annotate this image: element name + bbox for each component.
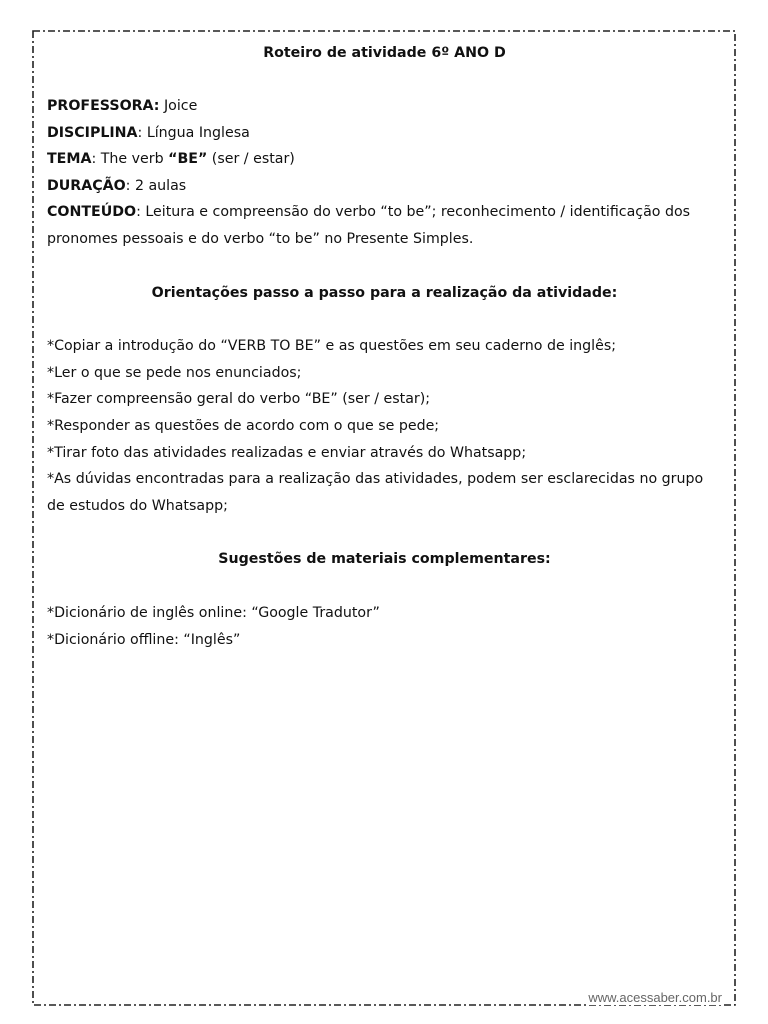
tema-post: (ser / estar): [207, 151, 295, 168]
tema-pre: : The verb: [91, 151, 169, 168]
list-item: *Dicionário de inglês online: “Google Tradutor”: [47, 604, 380, 621]
list-item: *Tirar foto das atividades realizadas e enviar através do Whatsapp;: [47, 444, 527, 461]
list-item: *Copiar a introdução do “VERB TO BE” e as questões em seu caderno de inglês;: [47, 338, 616, 355]
duracao-value: : 2 aulas: [125, 177, 187, 194]
list-item: *As dúvidas encontradas para a realização das atividades, podem ser esclarecidas no grupo de estudos do Whatsapp;: [47, 471, 704, 514]
footer-site-link[interactable]: www.acessaber.com.br: [588, 990, 722, 1005]
disciplina-value: : Língua Inglesa: [137, 124, 250, 141]
tema-line: [47, 146, 722, 173]
page-title: Roteiro de atividade 6º ANO D: [263, 45, 506, 61]
tema-label: TEMA: [47, 151, 92, 168]
metadata-block: [47, 93, 722, 253]
professora-label: PROFESSORA:: [47, 98, 160, 114]
conteudo-value: : Leitura e compreensão do verbo “to be”; reconhecimento / identificação dos pronomes pessoais e do verbo “to be” no Presente Simples.: [47, 204, 691, 247]
sugestoes-heading: Sugestões de materiais complementares:: [218, 551, 551, 568]
professora-value: Joice: [159, 98, 198, 114]
list-item: *Responder as questões de acordo com o que se pede;: [47, 417, 440, 434]
worksheet-content: [47, 40, 722, 653]
duracao-line: [47, 173, 722, 200]
disciplina-label: DISCIPLINA: [47, 124, 138, 141]
disciplina-line: [47, 120, 722, 147]
list-item: *Ler o que se pede nos enunciados;: [47, 364, 302, 381]
conteudo-label: CONTEÚDO: [47, 204, 137, 221]
tema-verb: “BE”: [168, 151, 208, 168]
professora-line: [47, 93, 722, 120]
orientacoes-list: [47, 333, 722, 519]
orientacoes-heading: Orientações passo a passo para a realização da atividade:: [151, 284, 618, 301]
sugestoes-list: [47, 600, 722, 653]
conteudo-line: [47, 199, 722, 252]
list-item: *Fazer compreensão geral do verbo “BE” (ser / estar);: [47, 391, 431, 408]
list-item: *Dicionário offline: “Inglês”: [47, 631, 241, 648]
duracao-label: DURAÇÃO: [47, 177, 126, 194]
